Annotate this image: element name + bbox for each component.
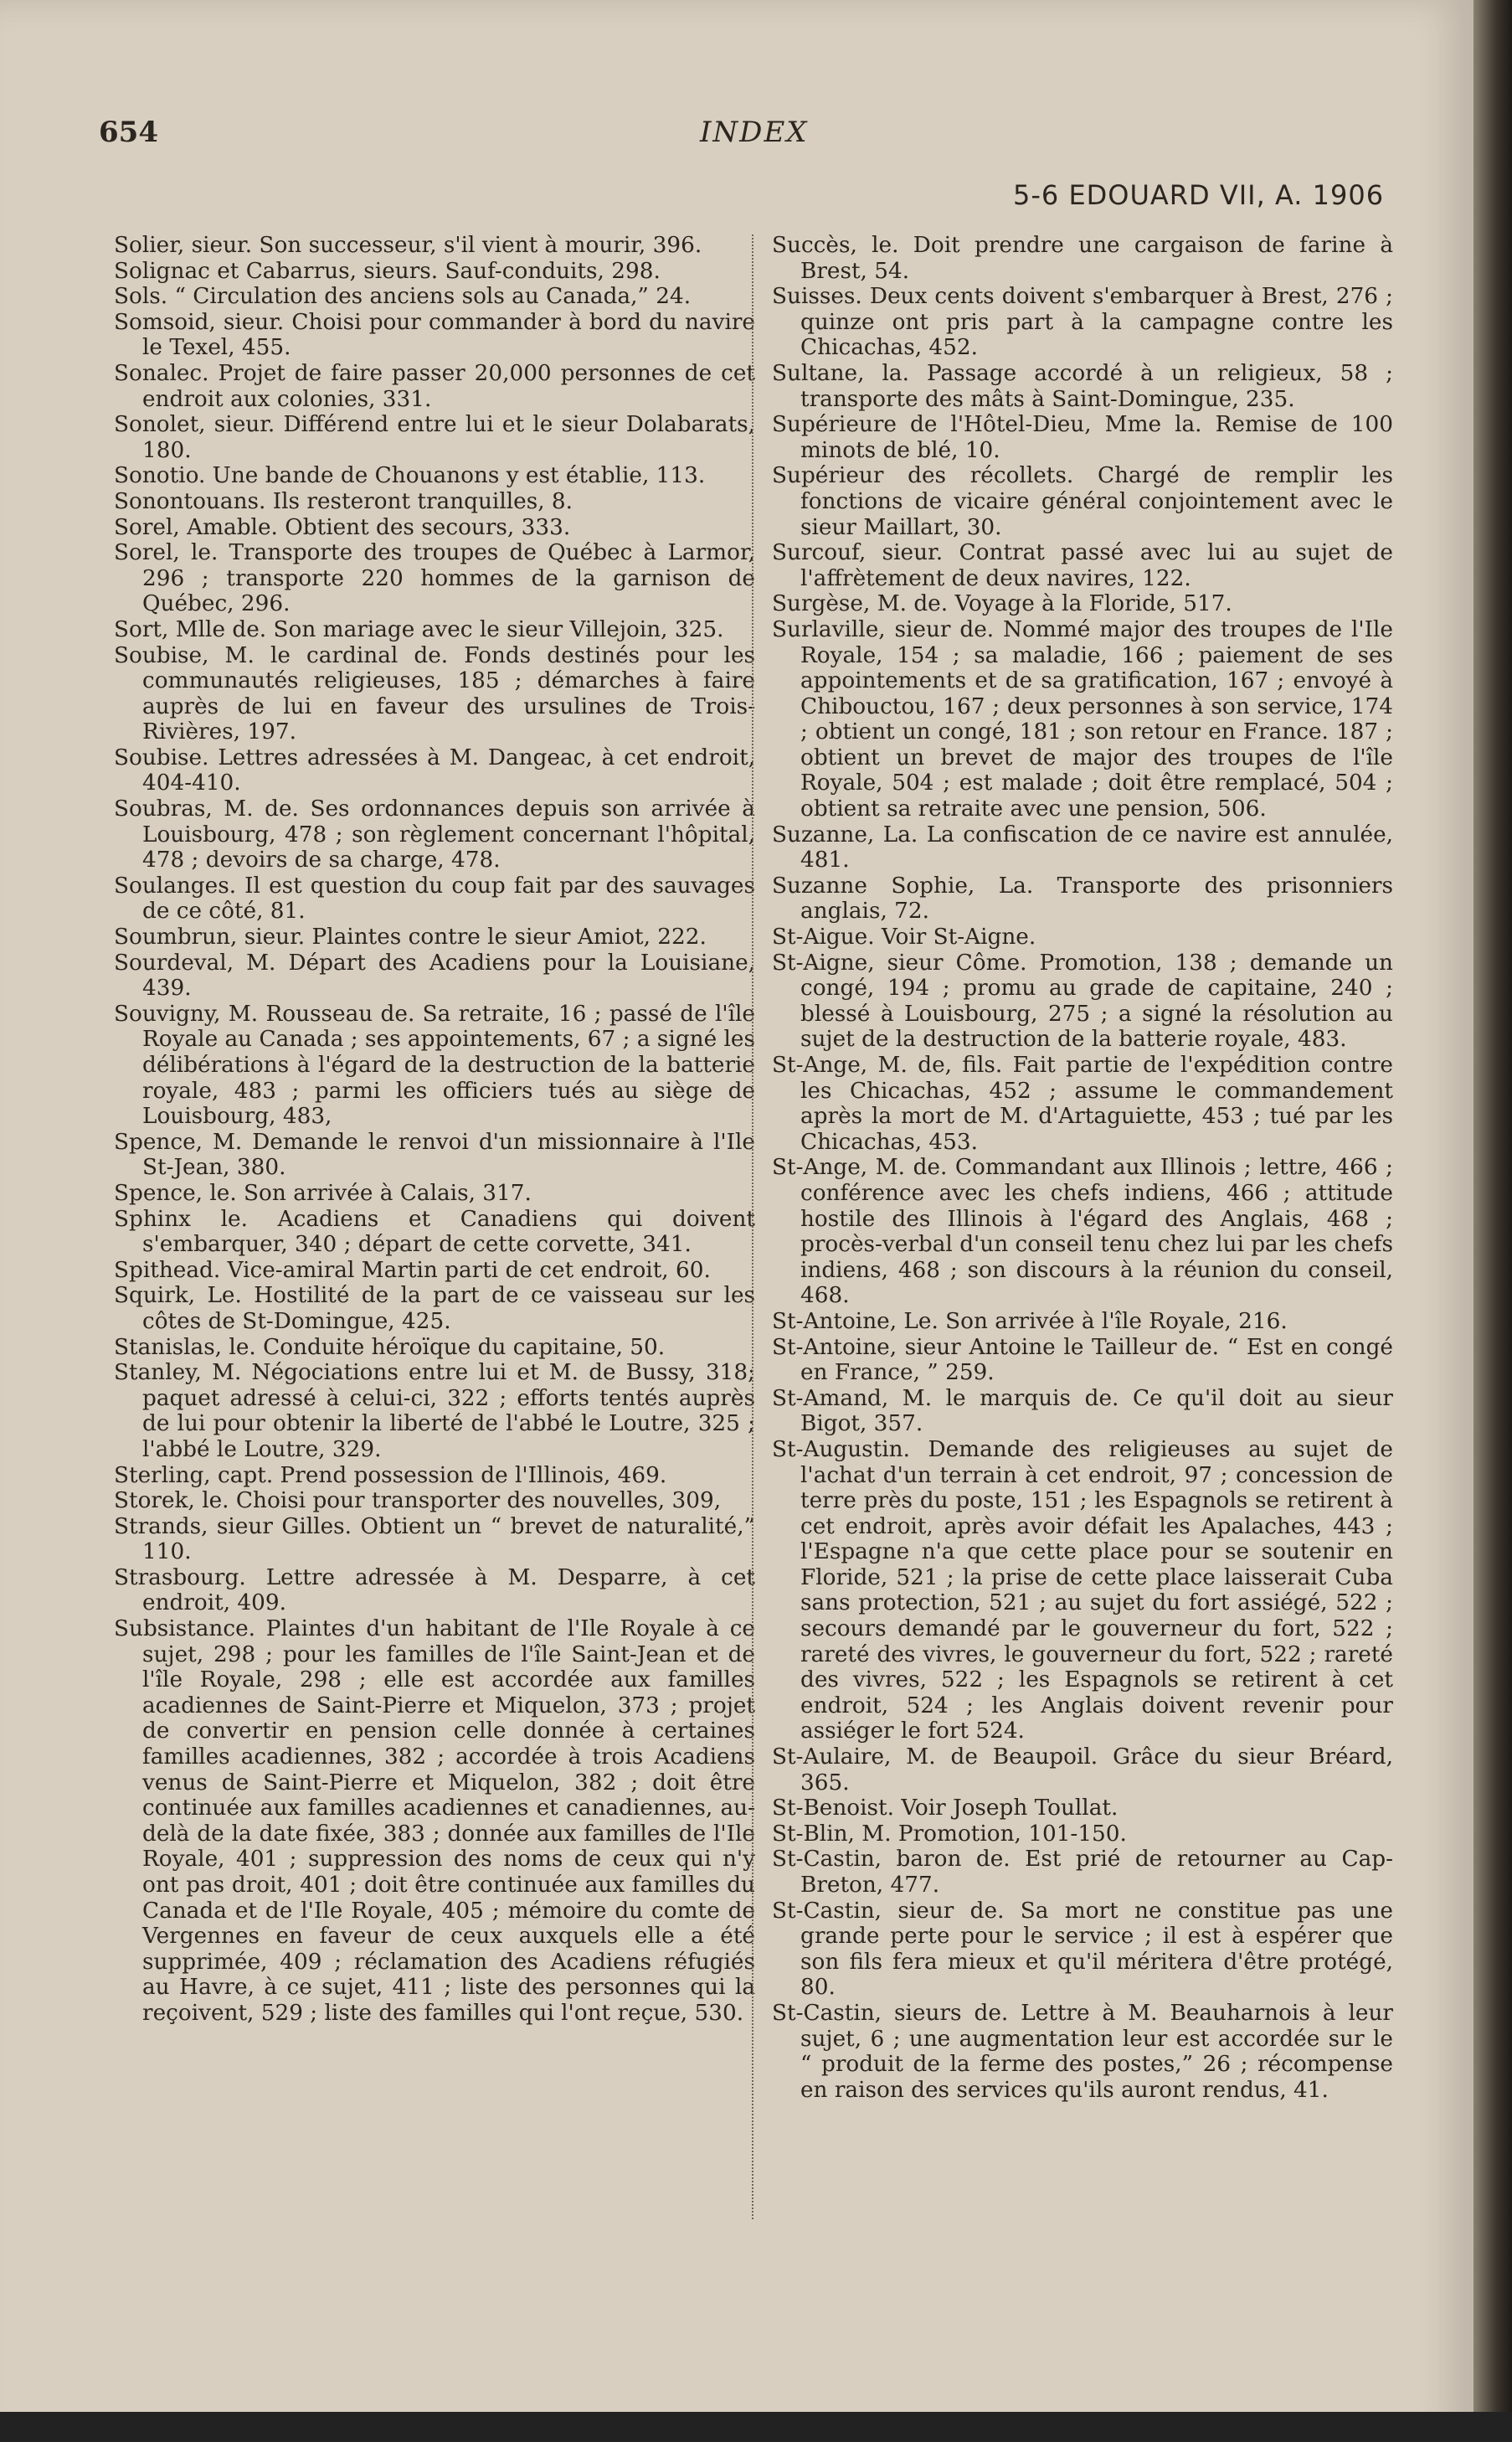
index-entry: St-Antoine, sieur Antoine le Tailleur de. “ Est en congé en France, ” 259. <box>772 1334 1393 1386</box>
index-entry: St-Castin, baron de. Est prié de retourner au Cap-Breton, 477. <box>772 1847 1393 1898</box>
index-entry: Stanley, M. Négociations entre lui et M. de Bussy, 318; paquet adressé à celui-ci, 322 ; efforts tentés auprès de lui pour obtenir la liberté de l'abbé le Loutre, 325 ; l'abbé le Loutre, 329. <box>114 1360 755 1462</box>
index-entry: Sonontouans. Ils resteront tranquilles, 8. <box>114 488 573 514</box>
index-entry: Stanislas, le. Conduite héroïque du capitaine, 50. <box>114 1334 666 1360</box>
index-entry: Sultane, la. Passage accordé à un religieux, 58 ; transporte des mâts à Saint-Domingue, 235. <box>772 360 1393 412</box>
index-entry: Spence, le. Son arrivée à Calais, 317. <box>114 1180 532 1206</box>
index-entry: St-Augustin. Demande des religieuses au sujet de l'achat d'un terrain à cet endroit, 97 ; concession de terre près du poste, 151 ; les Espagnols se retirent à cet endroit, après avoir défait les Apalaches, 443 ; l'Espagne n'a que cette place pour se soutenir en Floride, 521 ; la prise de cette place laisserait Cuba sans protection, 521 ; au sujet du fort assiégé, 522 ; secours demandé par le gouverneur du fort, 522 ; rareté des vivres, le gouverneur du fort, 522 ; rareté des vivres, 522 ; les Espagnols se retirent à cet endroit, 524 ; les Anglais doivent revenir pour assiéger le fort 524. <box>772 1436 1393 1744</box>
index-entry: Succès, le. Doit prendre une cargaison de farine à Brest, 54. <box>772 233 1393 284</box>
index-entry: Surgèse, M. de. Voyage à la Floride, 517. <box>772 591 1232 617</box>
index-entry: Suzanne, La. La confiscation de ce navire est annulée, 481. <box>772 822 1393 873</box>
index-entry: Squirk, Le. Hostilité de la part de ce vaisseau sur les côtes de St-Domingue, 425. <box>114 1283 755 1334</box>
index-entry: Sonolet, sieur. Différend entre lui et le sieur Dolabarats, 180. <box>114 412 755 463</box>
index-entry: Suzanne Sophie, La. Transporte des prisonniers anglais, 72. <box>772 873 1393 925</box>
index-entry: Surcouf, sieur. Contrat passé avec lui au sujet de l'affrètement de deux navires, 122. <box>772 540 1393 591</box>
volume-label: 5-6 EDOUARD VII, A. 1906 <box>1013 179 1385 211</box>
index-entry: St-Aigue. Voir St-Aigne. <box>772 925 1036 951</box>
index-entry: Solier, sieur. Son successeur, s'il vient à mourir, 396. <box>114 233 702 258</box>
index-entry: Sourdeval, M. Départ des Acadiens pour la Louisiane, 439. <box>114 950 755 1002</box>
index-entry: St-Castin, sieur de. Sa mort ne constitue pas une grande perte pour le service ; il est à espérer que son fils fera mieux et qu'il méritera d'être protégé, 80. <box>772 1898 1393 2001</box>
index-entry: Spence, M. Demande le renvoi d'un missionnaire à l'Ile St-Jean, 380. <box>114 1129 755 1181</box>
index-entry: Soulanges. Il est question du coup fait par des sauvages de ce côté, 81. <box>114 873 755 925</box>
index-entry: St-Ange, M. de. Commandant aux Illinois ; lettre, 466 ; conférence avec les chefs indiens, 466 ; attitude hostile des Illinois à l'égard des Anglais, 468 ; procès-verbal d'un conseil tenu chez lui par les chefs indiens, 468 ; son discours à la réunion du conseil, 468. <box>772 1155 1393 1309</box>
index-entry: Spithead. Vice-amiral Martin parti de cet endroit, 60. <box>114 1257 711 1283</box>
index-entry: Sonalec. Projet de faire passer 20,000 personnes de cet endroit aux colonies, 331. <box>114 360 755 412</box>
index-entry: Sonotio. Une bande de Chouanons y est établie, 113. <box>114 463 706 489</box>
right-column <box>772 233 1393 2103</box>
index-entry: St-Aulaire, M. de Beaupoil. Grâce du sieur Bréard, 365. <box>772 1744 1393 1795</box>
index-entry: Soubise. Lettres adressées à M. Dangeac, à cet endroit, 404-410. <box>114 744 755 796</box>
page-edge <box>1473 0 1512 2442</box>
index-entry: Soumbrun, sieur. Plaintes contre le sieur Amiot, 222. <box>114 925 707 951</box>
index-entry: Sphinx le. Acadiens et Canadiens qui doivent s'embarquer, 340 ; départ de cette corvette, 341. <box>114 1206 755 1258</box>
index-entry: Somsoid, sieur. Choisi pour commander à bord du navire le Texel, 455. <box>114 309 755 361</box>
index-entry: Subsistance. Plaintes d'un habitant de l'Ile Royale à ce sujet, 298 ; pour les familles de l'île Saint-Jean et de l'île Royale, 298 ; elle est accordée aux familles acadiennes de Saint-Pierre et Miquelon, 373 ; projet de convertir en pension celle donnée à certaines familles acadiennes, 382 ; accordée à trois Acadiens venus de Saint-Pierre et Miquelon, 382 ; doit être continuée aux familles acadiennes et canadiennes, au-delà de la date fixée, 383 ; donnée aux familles de l'Ile Royale, 401 ; suppression des noms de ceux qui n'y ont pas droit, 401 ; doit être continuée aux familles du Canada et de l'Ile Royale, 405 ; mémoire du comte de Vergennes en faveur de ceux auxquels elle a été supprimée, 409 ; réclamation des Acadiens réfugiés au Havre, à ce sujet, 411 ; liste des personnes qui la reçoivent, 529 ; liste des familles qui l'ont reçue, 530. <box>114 1616 755 2026</box>
index-entry: Strands, sieur Gilles. Obtient un “ brevet de naturalité,” 110. <box>114 1513 755 1565</box>
index-entry: Souvigny, M. Rousseau de. Sa retraite, 16 ; passé de l'île Royale au Canada ; ses appointements, 67 ; a signé les délibérations à l'égard de la destruction de la batterie royale, 483 ; parmi les officiers tués au siège de Louisbourg, 483, <box>114 1001 755 1130</box>
left-column <box>114 233 755 2027</box>
index-entry: Soubise, M. le cardinal de. Fonds destinés pour les communautés religieuses, 185 ; démarches à faire auprès de lui en faveur des ursulines de Trois-Rivières, 197. <box>114 642 755 745</box>
column-divider <box>752 234 753 2219</box>
index-entry: Sols. “ Circulation des anciens sols au Canada,” 24. <box>114 284 692 310</box>
running-title: INDEX <box>700 116 809 149</box>
index-entry: Soubras, M. de. Ses ordonnances depuis son arrivée à Louisbourg, 478 ; son règlement concernant l'hôpital, 478 ; devoirs de sa charge, 478. <box>114 796 755 873</box>
index-entry: St-Antoine, Le. Son arrivée à l'île Royale, 216. <box>772 1308 1288 1334</box>
index-entry: Supérieur des récollets. Chargé de remplir les fonctions de vicaire général conjointement avec le sieur Maillart, 30. <box>772 463 1393 540</box>
index-entry: Surlaville, sieur de. Nommé major des troupes de l'Ile Royale, 154 ; sa maladie, 166 ; paiement de ses appointements et de sa gratification, 167 ; envoyé à Chibouctou, 167 ; deux personnes à son service, 174 ; obtient un congé, 181 ; son retour en France. 187 ; obtient un brevet de major des troupes de l'île Royale, 504 ; est malade ; doit être remplacé, 504 ; obtient sa retraite avec une pension, 506. <box>772 616 1393 822</box>
index-entry: Sorel, le. Transporte des troupes de Québec à Larmor, 296 ; transporte 220 hommes de la garnison de Québec, 296. <box>114 540 755 617</box>
index-entry: Sterling, capt. Prend possession de l'Illinois, 469. <box>114 1462 667 1488</box>
index-entry: St-Ange, M. de, fils. Fait partie de l'expédition contre les Chicachas, 452 ; assume le commandement après la mort de M. d'Artaguiette, 453 ; tué par les Chicachas, 453. <box>772 1053 1393 1155</box>
index-entry: Sort, Mlle de. Son mariage avec le sieur Villejoin, 325. <box>114 616 724 642</box>
index-entry: Storek, le. Choisi pour transporter des nouvelles, 309, <box>114 1488 722 1514</box>
index-entry: St-Blin, M. Promotion, 101-150. <box>772 1821 1127 1847</box>
page-number: 654 <box>99 116 158 149</box>
index-entry: Strasbourg. Lettre adressée à M. Desparre, à cet endroit, 409. <box>114 1564 755 1616</box>
index-entry: Suisses. Deux cents doivent s'embarquer à Brest, 276 ; quinze ont pris part à la campagne contre les Chicachas, 452. <box>772 284 1393 361</box>
index-entry: St-Castin, sieurs de. Lettre à M. Beauharnois à leur sujet, 6 ; une augmentation leur est accordée sur le “ produit de la ferme des postes,” 26 ; récompense en raison des services qu'ils auront rendus, 41. <box>772 2000 1393 2103</box>
scan-border <box>0 2412 1512 2442</box>
index-entry: St-Benoist. Voir Joseph Toullat. <box>772 1795 1119 1821</box>
index-entry: Solignac et Cabarrus, sieurs. Sauf-conduits, 298. <box>114 258 661 284</box>
index-entry: St-Amand, M. le marquis de. Ce qu'il doit au sieur Bigot, 357. <box>772 1385 1393 1437</box>
index-entry: St-Aigne, sieur Côme. Promotion, 138 ; demande un congé, 194 ; promu au grade de capitaine, 240 ; blessé à Louisbourg, 275 ; a signé la résolution au sujet de la destruction de la batterie royale, 483. <box>772 950 1393 1053</box>
index-entry: Supérieure de l'Hôtel-Dieu, Mme la. Remise de 100 minots de blé, 10. <box>772 412 1393 463</box>
index-entry: Sorel, Amable. Obtient des secours, 333. <box>114 514 571 540</box>
